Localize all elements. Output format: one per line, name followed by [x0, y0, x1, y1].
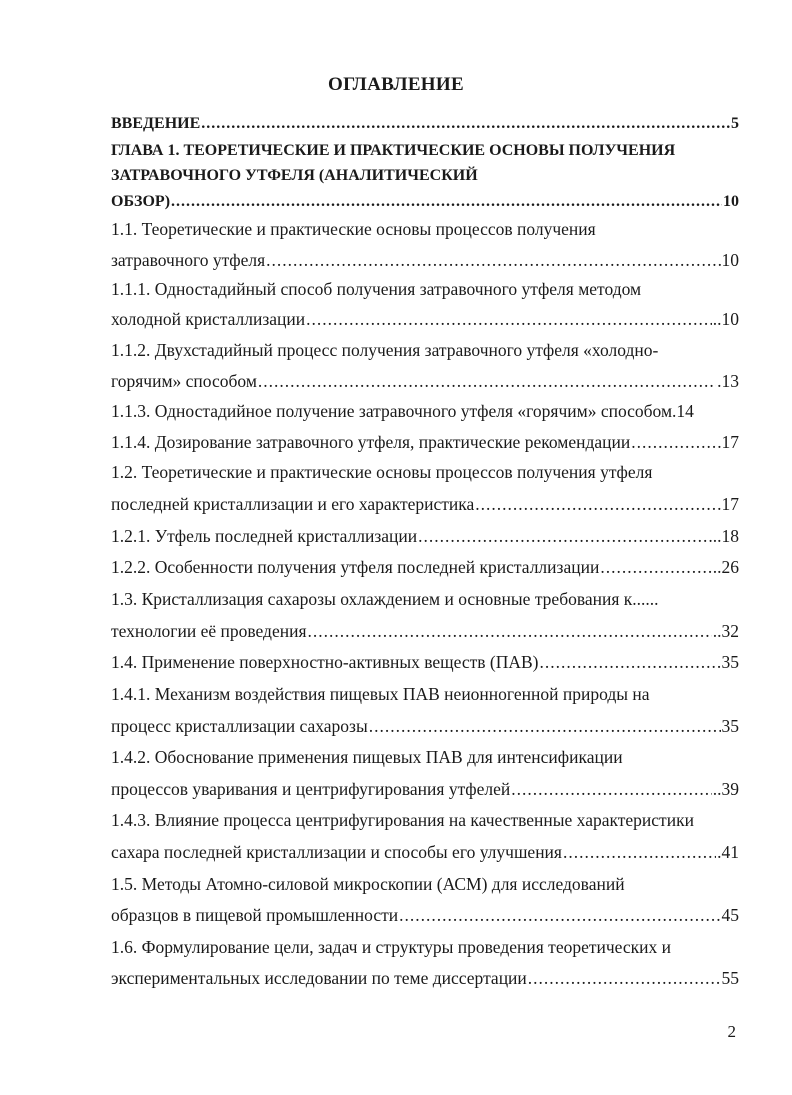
toc-entry — [111, 164, 739, 188]
toc-entry-page: ..18 — [712, 526, 739, 546]
dot-leader — [563, 840, 716, 864]
toc-entry-text: 1.5. Методы Атомно-силовой микроскопии (АСМ) для исследований — [111, 874, 625, 894]
dot-leader — [399, 903, 720, 927]
toc-entry-page: 10 — [723, 193, 739, 210]
page-number: 2 — [727, 1022, 736, 1041]
toc-entry-text: образцов в пищевой промышленности — [111, 905, 399, 925]
toc-entry-text: 1.1.1. Одностадийный способ получения затравочного утфеля методом — [111, 279, 642, 299]
toc-entry — [111, 277, 739, 301]
toc-entry — [111, 619, 739, 643]
toc-entry — [111, 139, 739, 163]
toc-entry — [111, 307, 739, 331]
toc-entry-page: 35 — [721, 716, 739, 736]
dot-leader — [528, 966, 721, 990]
dot-leader — [418, 524, 712, 548]
toc-entry-text: экспериментальных исследовании по теме диссертации — [111, 968, 527, 988]
toc-entry-text: технологии её проведения — [111, 621, 307, 641]
toc-entry — [111, 555, 739, 579]
toc-entry — [111, 745, 739, 769]
toc-entry-text: ОБЗОР) — [111, 193, 171, 210]
toc-entry-text: последней кристаллизации и его характеристика — [111, 494, 475, 514]
toc-entry-page: 10 — [721, 250, 739, 270]
dot-leader — [511, 777, 712, 801]
toc-entry-text: ГЛАВА 1. ТЕОРЕТИЧЕСКИЕ И ПРАКТИЧЕСКИЕ ОСНОВЫ ПОЛУЧЕНИЯ — [111, 142, 676, 159]
toc-entry-text: 1.2.2. Особенности получения утфеля последней кристаллизации — [111, 557, 600, 577]
toc-entry — [111, 808, 739, 832]
toc-entry-page: ..32 — [712, 621, 739, 641]
toc-entry — [111, 714, 739, 738]
toc-entry — [111, 777, 739, 801]
toc-entry — [111, 248, 739, 272]
dot-leader — [631, 430, 720, 454]
dot-leader — [306, 307, 712, 331]
toc-entry-text: 1.2. Теоретические и практические основы процессов получения утфеля — [111, 462, 653, 482]
toc-entry — [111, 872, 739, 896]
toc-entry-text: сахара последней кристаллизации и способы его улучшения — [111, 842, 562, 862]
toc-entry-text: 1.1.3. Одностадийное получение затравочного утфеля «горячим» способом.14 — [111, 401, 694, 421]
toc-entry-text: процесс кристаллизации сахарозы — [111, 716, 368, 736]
toc-entry-text: 1.3. Кристаллизация сахарозы охлаждением и основные требования к...... — [111, 589, 659, 609]
toc-entry-text: 1.2.1. Утфель последней кристаллизации — [111, 526, 418, 546]
toc-entry-page: 45 — [721, 905, 739, 925]
dot-leader — [258, 369, 716, 393]
dot-leader — [201, 112, 730, 136]
dot-leader — [369, 714, 721, 738]
toc-entry-text: 1.1. Теоретические и практические основы процессов получения — [111, 219, 596, 239]
toc-entry-text: ЗАТРАВОЧНОГО УТФЕЛЯ (АНАЛИТИЧЕСКИЙ — [111, 167, 478, 184]
toc-entry-page: 17 — [721, 494, 739, 514]
toc-entry-page: ..26 — [712, 557, 739, 577]
toc-entry-page: .13 — [717, 371, 739, 391]
toc-entry-text: 1.1.4. Дозирование затравочного утфеля, практические рекомендации — [111, 432, 631, 452]
toc-entry — [111, 399, 739, 423]
toc-entry — [111, 190, 739, 214]
toc-entry-page: 17 — [721, 432, 739, 452]
dot-leader — [171, 190, 722, 214]
toc-entry-page: 35 — [721, 652, 739, 672]
toc-entry-text: 1.1.2. Двухстадийный процесс получения затравочного утфеля «холодно- — [111, 340, 659, 360]
toc-entry — [111, 840, 739, 864]
dot-leader — [540, 650, 721, 674]
toc-entry-text: 1.4.2. Обоснование применения пищевых ПАВ для интенсификации — [111, 747, 623, 767]
toc-entry-page: ..39 — [712, 779, 739, 799]
toc-entry-text: 1.4.1. Механизм воздействия пищевых ПАВ неионногенной природы на — [111, 684, 650, 704]
toc-entry — [111, 460, 739, 484]
toc-entry — [111, 217, 739, 241]
toc-entry-text: 1.4.3. Влияние процесса центрифугирования на качественные характеристики — [111, 810, 694, 830]
toc-entry — [111, 524, 739, 548]
toc-entry-page: .41 — [717, 842, 739, 862]
toc-entry-text: холодной кристаллизации — [111, 309, 306, 329]
toc-entry — [111, 935, 739, 959]
toc-entry-page: ..10 — [712, 309, 739, 329]
toc-entry — [111, 492, 739, 516]
toc-entry-text: 1.4. Применение поверхностно-активных веществ (ПАВ) — [111, 652, 539, 672]
toc-entry-text: процессов уваривания и центрифугирования утфелей — [111, 779, 511, 799]
dot-leader — [266, 248, 720, 272]
dot-leader — [475, 492, 720, 516]
toc-entry-text: затравочного утфеля — [111, 250, 266, 270]
toc-entry — [111, 112, 739, 136]
toc-title: ОГЛАВЛЕНИЕ — [328, 74, 464, 95]
toc-entry-text: ВВЕДЕНИЕ — [111, 115, 201, 132]
toc-entry — [111, 966, 739, 990]
toc-entry — [111, 650, 739, 674]
toc-entry-text: 1.6. Формулирование цели, задач и структуры проведения теоретических и — [111, 937, 671, 957]
toc-entry — [111, 430, 739, 454]
toc-entry-text: горячим» способом — [111, 371, 257, 391]
toc-entry — [111, 903, 739, 927]
dot-leader — [308, 619, 712, 643]
dot-leader — [600, 555, 711, 579]
toc-entry-page: 55 — [721, 968, 739, 988]
toc-entry — [111, 587, 739, 611]
toc-entry — [111, 369, 739, 393]
toc-entry — [111, 682, 739, 706]
toc-entry-page: 5 — [731, 115, 739, 132]
toc-entry — [111, 338, 739, 362]
